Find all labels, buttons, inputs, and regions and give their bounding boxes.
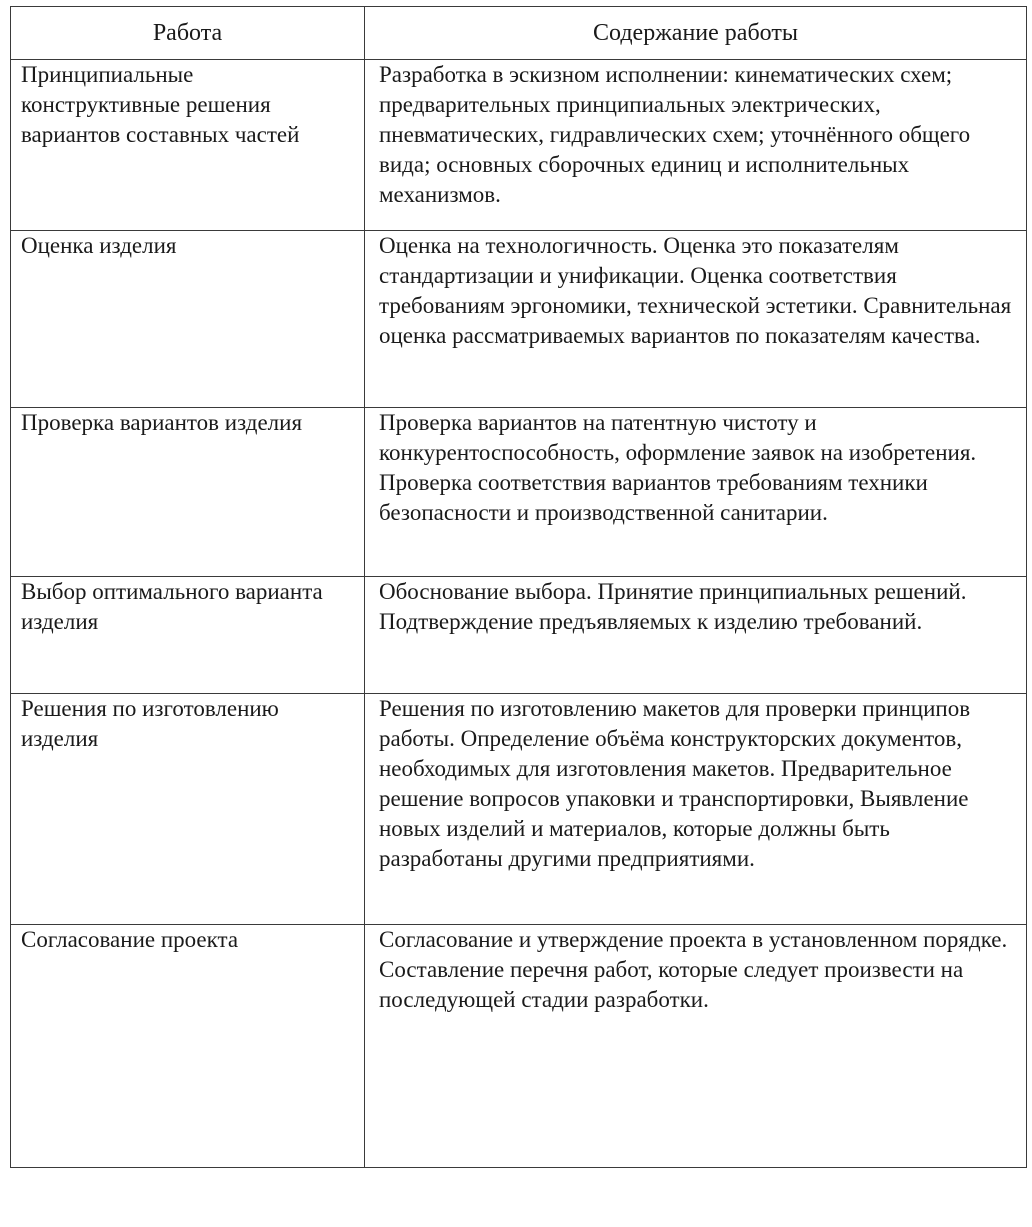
content-cell [365, 577, 1027, 694]
content-cell [365, 694, 1027, 925]
content-cell [365, 60, 1027, 231]
table-row [11, 60, 1027, 231]
works-table [10, 6, 1027, 1168]
content-cell [365, 408, 1027, 577]
work-text: Принципиальные конструктивные решения вариантов составных частей [21, 62, 300, 147]
content-text: Разработка в эскизном исполнении: кинематических схем; предварительных принципиальных электрических, пневматических, гидравлических схем; уточнённого общего вида; основных сборочных единиц и исполнительных механизмов. [379, 62, 971, 207]
work-cell [11, 231, 365, 408]
work-cell [11, 925, 365, 1168]
table-row [11, 694, 1027, 925]
content-cell [365, 231, 1027, 408]
work-text: Оценка изделия [21, 233, 177, 258]
work-cell [11, 577, 365, 694]
content-cell [365, 925, 1027, 1168]
content-text: Проверка вариантов на патентную чистоту и конкурентоспособность, оформление заявок на изобретения. Проверка соответствия вариантов требованиям техники безопасности и производственной санитарии. [379, 410, 977, 525]
table-row [11, 408, 1027, 577]
content-text: Оценка на технологичность. Оценка это показателям стандартизации и унификации. Оценка соответствия требованиям эргономики, технической эстетики. Сравнительная оценка рассматриваемых вариантов по показателям качества. [379, 233, 1012, 348]
content-text: Обоснование выбора. Принятие принципиальных решений. Подтверждение предъявляемых к изделию требований. [379, 579, 967, 634]
column-header-work: Работа [11, 7, 365, 60]
table-row [11, 577, 1027, 694]
content-text: Согласование и утверждение проекта в установленном порядке. Составление перечня работ, которые следует произвести на последующей стадии разработки. [379, 927, 1008, 1012]
table-row [11, 231, 1027, 408]
table-row [11, 925, 1027, 1168]
content-text: Решения по изготовлению макетов для проверки принципов работы. Определение объёма конструкторских документов, необходимых для изготовления макетов. Предварительное решение вопросов упаковки и транспортировки, Выявление новых изделий и материалов, которые должны быть разработаны другими предприятиями. [379, 696, 971, 871]
column-header-content: Содержание работы [365, 7, 1027, 60]
work-cell [11, 694, 365, 925]
work-cell [11, 408, 365, 577]
table-header-row [11, 7, 1027, 60]
work-text: Решения по изготовлению изделия [21, 696, 279, 751]
work-text: Проверка вариантов изделия [21, 410, 303, 435]
work-cell [11, 60, 365, 231]
work-text: Согласование проекта [21, 927, 239, 952]
work-text: Выбор оптимального варианта изделия [21, 579, 323, 634]
